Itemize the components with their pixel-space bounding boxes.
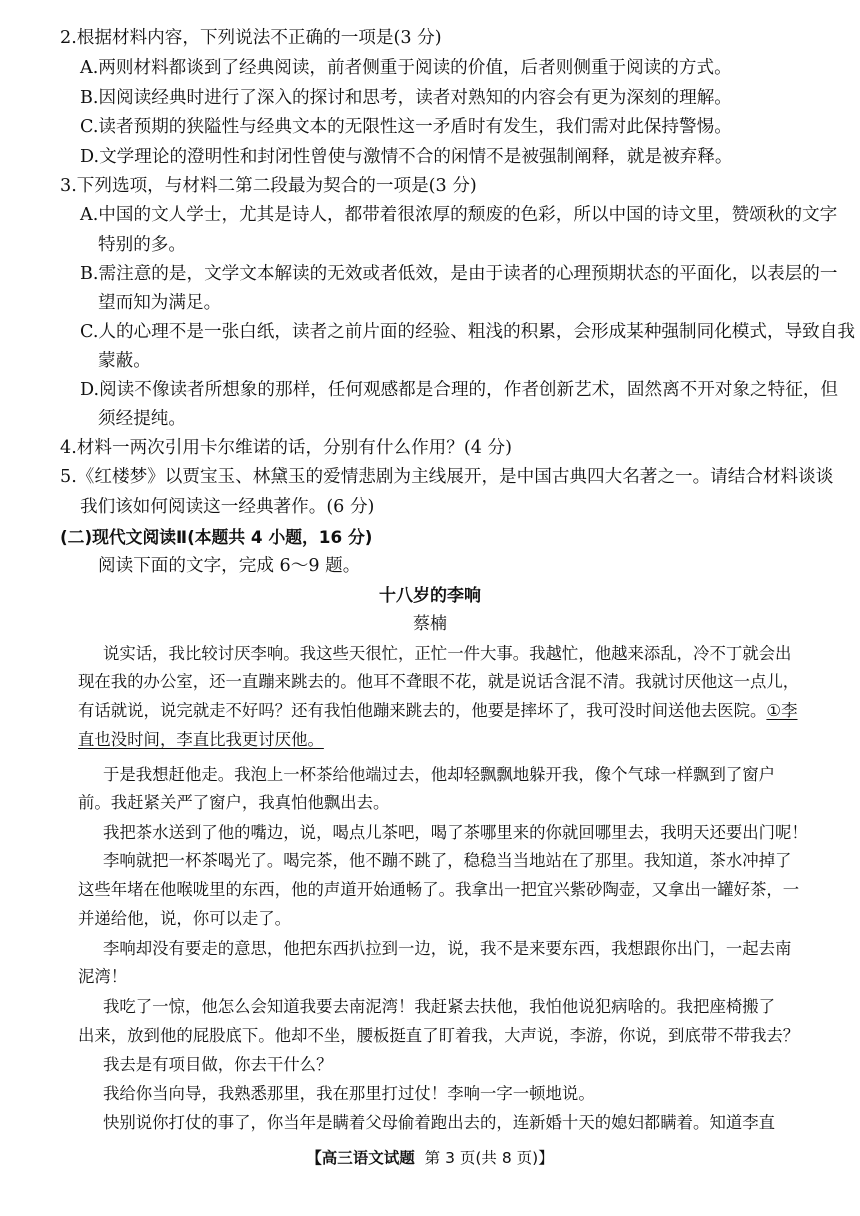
footer-exam-title: 【高三语文试题 (306, 1149, 415, 1167)
question-2-option-d: D.文学理论的澄明性和封闭性曾使与激情不合的闲情不是被强制阐释，就是被弃释。 (80, 147, 733, 167)
question-3-option-d-cont: 须经提纯。 (98, 409, 186, 429)
story-line: 于是我想赶他走。我泡上一杯茶给他端过去，他却轻飘飘地躲开我，像个气球一样飘到了窗户 (103, 765, 776, 784)
question-3-option-a-cont: 特别的多。 (98, 235, 186, 255)
story-line: 快别说你打仗的事了，你当年是瞒着父母偷着跑出去的，连新婚十天的媳妇都瞒着。知道李直 (103, 1113, 776, 1132)
story-line (78, 700, 798, 722)
question-3-option-c: C.人的心理不是一张白纸，读者之前片面的经验、粗浅的积累，会形成某种强制同化模式，导致自我 (80, 322, 855, 342)
question-3-option-c-cont: 蒙蔽。 (98, 351, 151, 371)
story-line: 我给你当向导，我熟悉那里，我在那里打过仗！李响一字一顿地说。 (103, 1084, 595, 1103)
section-instruction: 阅读下面的文字，完成 6～9 题。 (98, 556, 361, 576)
question-2-option-a: A.两则材料都谈到了经典阅读，前者侧重于阅读的价值，后者则侧重于阅读的方式。 (80, 58, 732, 78)
story-title: 十八岁的李响 (379, 586, 481, 606)
question-2-option-c: C.读者预期的狭隘性与经典文本的无限性这一矛盾时有发生，我们需对此保持警惕。 (80, 117, 732, 137)
story-line: 并递给他，说，你可以走了。 (78, 909, 292, 928)
question-3-option-b-cont: 望而知为满足。 (98, 293, 222, 313)
footer-page-number: 第 3 页(共 8 页)】 (424, 1149, 554, 1167)
story-line: 前。我赶紧关严了窗户，我真怕他飘出去。 (78, 793, 390, 812)
underlined-sentence-1-cont: 直也没时间，李直比我更讨厌他。 (78, 730, 324, 749)
question-4: 4.材料一两次引用卡尔维诺的话，分别有什么作用？(4 分) (60, 438, 512, 458)
question-3-stem: 3.下列选项，与材料二第二段最为契合的一项是(3 分) (60, 176, 477, 196)
story-line: 出来，放到他的屁股底下。他却不坐，腰板挺直了盯着我，大声说，李游，你说，到底带不带我去？ (78, 1026, 800, 1045)
story-author: 蔡楠 (413, 614, 447, 634)
section-heading: (二)现代文阅读Ⅱ(本题共 4 小题，16 分) (60, 527, 373, 547)
story-line: 这些年堵在他喉咙里的东西，他的声道开始通畅了。我拿出一把宜兴紫砂陶壶，又拿出一罐好茶，一 (78, 880, 800, 899)
page-footer (0, 1147, 860, 1169)
story-line: 泥湾！ (78, 967, 128, 986)
story-line: 我吃了一惊，他怎么会知道我要去南泥湾！我赶紧去扶他，我怕他说犯病啥的。我把座椅搬了 (103, 997, 776, 1016)
question-3-option-b: B.需注意的是，文学文本解读的无效或者低效，是由于读者的心理预期状态的平面化，以表层的一 (80, 264, 838, 284)
story-line: 李响就把一杯茶喝光了。喝完茶，他不蹦不跳了，稳稳当当地站在了那里。我知道，茶水冲掉了 (103, 851, 792, 870)
question-5-cont: 我们该如何阅读这一经典著作。(6 分) (80, 497, 375, 517)
story-line: 说实话，我比较讨厌李响。我这些天很忙，正忙一件大事。我越忙，他越来添乱，冷不丁就会出 (103, 644, 792, 663)
underlined-sentence-1: ①李 (766, 701, 798, 720)
story-line: 现在我的办公室，还一直蹦来跳去的。他耳不聋眼不花，就是说话含混不清。我就讨厌他这一点儿， (78, 672, 800, 691)
question-3-option-d: D.阅读不像读者所想象的那样，任何观感都是合理的，作者创新艺术，固然离不开对象之特征，但 (80, 380, 839, 400)
question-3-option-a: A.中国的文人学士，尤其是诗人，都带着很浓厚的颓废的色彩，所以中国的诗文里，赞颂秋的文字 (80, 205, 838, 225)
story-line: 我把茶水送到了他的嘴边，说，喝点儿茶吧，喝了茶哪里来的你就回哪里去，我明天还要出门呢！ (103, 823, 808, 842)
story-line-text: 有话就说，说完就走不好吗？还有我怕他蹦来跳去的，他要是摔坏了，我可没时间送他去医院。 (78, 701, 767, 720)
question-2-stem: 2.根据材料内容，下列说法不正确的一项是(3 分) (60, 28, 442, 48)
story-line: 我去是有项目做，你去干什么？ (103, 1055, 333, 1074)
story-line: 李响却没有要走的意思，他把东西扒拉到一边，说，我不是来要东西，我想跟你出门，一起去南 (103, 939, 792, 958)
question-5: 5.《红楼梦》以贾宝玉、林黛玉的爱情悲剧为主线展开，是中国古典四大名著之一。请结合材料谈谈 (60, 467, 834, 487)
question-2-option-b: B.因阅读经典时进行了深入的探讨和思考，读者对熟知的内容会有更为深刻的理解。 (80, 88, 732, 108)
